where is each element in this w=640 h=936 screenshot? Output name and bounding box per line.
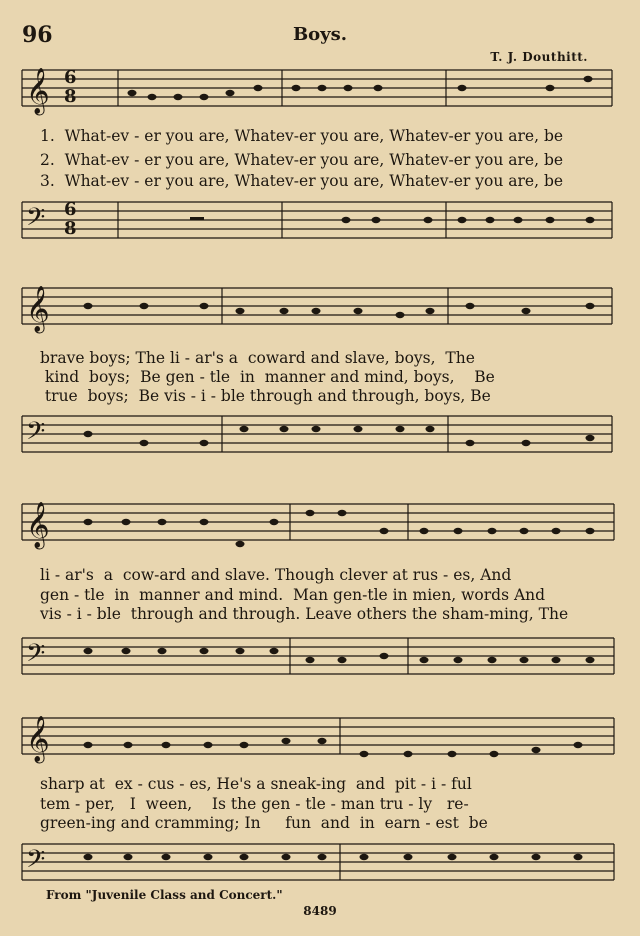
system-4-verse-2: tem - per, I ween, Is the gen - tle - man tru - ly re- bbox=[40, 795, 469, 813]
system-2-treble-staff bbox=[0, 278, 640, 338]
system-3-verse-3: vis - i - ble through and through. Leave others the sham-ming, The bbox=[40, 605, 569, 623]
time-signature-bottom: 8 bbox=[64, 86, 77, 107]
time-signature-top: 6 bbox=[64, 67, 77, 88]
system-3-verse-1: li - ar's a cow-ard and slave. Though clever at rus - es, And bbox=[40, 566, 512, 584]
bass-clef-icon: 𝄢 bbox=[26, 639, 46, 674]
bass-clef-icon: 𝄢 bbox=[26, 845, 46, 880]
system-1-verse-2: 2. What-ev - er you are, Whatev-er you are, Whatev-er you are, be bbox=[40, 151, 564, 169]
system-1-bass-staff bbox=[0, 196, 640, 246]
system-1-verse-3: 3. What-ev - er you are, Whatev-er you are, Whatev-er you are, be bbox=[40, 172, 564, 190]
treble-clef-icon: 𝄞 bbox=[26, 286, 50, 332]
system-2-verse-2: kind boys; Be gen - tle in manner and mind, boys, Be bbox=[40, 368, 495, 386]
system-1-treble-staff bbox=[0, 60, 640, 120]
system-4-bass-staff bbox=[0, 838, 640, 888]
system-3-bass-staff bbox=[0, 632, 640, 682]
system-2-verse-3: true boys; Be vis - i - ble through and through, boys, Be bbox=[40, 387, 491, 405]
time-signature-bottom: 8 bbox=[64, 218, 77, 239]
page-number: 96 bbox=[22, 22, 53, 48]
time-signature-top: 6 bbox=[64, 199, 77, 220]
page-title: Boys. bbox=[292, 24, 348, 45]
system-2-bass-staff bbox=[0, 410, 640, 460]
plate-number: 8489 bbox=[303, 904, 337, 918]
footer-source: From "Juvenile Class and Concert." bbox=[46, 888, 283, 902]
treble-clef-icon: 𝄞 bbox=[26, 502, 50, 548]
treble-clef-icon: 𝄞 bbox=[26, 716, 50, 762]
system-2-verse-1: brave boys; The li - ar's a coward and slave, boys, The bbox=[40, 349, 475, 367]
bass-clef-icon: 𝄢 bbox=[26, 417, 46, 452]
system-4-treble-staff bbox=[0, 708, 640, 768]
system-4-verse-3: green-ing and cramming; In fun and in earn - est be bbox=[40, 814, 488, 832]
system-4-verse-1: sharp at ex - cus - es, He's a sneak-ing and pit - i - ful bbox=[40, 775, 472, 793]
system-1-verse-1: 1. What-ev - er you are, Whatev-er you are, Whatev-er you are, be bbox=[40, 127, 564, 145]
system-3-treble-staff bbox=[0, 494, 640, 556]
system-3-verse-2: gen - tle in manner and mind. Man gen-tle in mien, words And bbox=[40, 586, 546, 604]
treble-clef-icon: 𝄞 bbox=[26, 68, 50, 114]
bass-clef-icon: 𝄢 bbox=[26, 203, 46, 238]
composer-credit: T. J. Douthitt. bbox=[490, 50, 588, 64]
